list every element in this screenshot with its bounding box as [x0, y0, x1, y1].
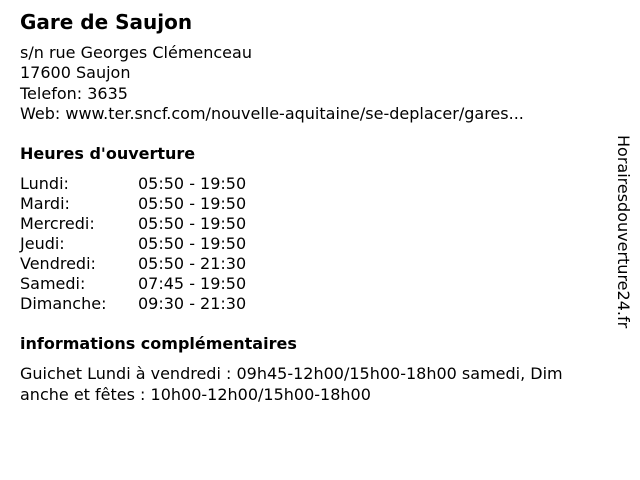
info-heading: informations complémentaires — [20, 334, 297, 353]
time-range: 05:50 - 19:50 — [138, 194, 247, 213]
additional-info — [20, 364, 620, 405]
day-label: Mercredi: — [20, 214, 95, 233]
day-label: Lundi: — [20, 174, 69, 193]
website-link[interactable]: Web: www.ter.sncf.com/nouvelle-aquitaine/se-deplacer/gares... — [20, 103, 524, 123]
hours-row-samedi — [20, 274, 300, 294]
time-range: 05:50 - 21:30 — [138, 254, 247, 273]
phone-number: Telefon: 3635 — [20, 83, 128, 103]
time-range: 07:45 - 19:50 — [138, 274, 247, 293]
address-block — [20, 43, 524, 124]
day-label: Mardi: — [20, 194, 70, 213]
time-range: 05:50 - 19:50 — [138, 214, 247, 233]
info-line: Guichet Lundi à vendredi : 09h45-12h00/15h00-18h00 samedi, Dim — [20, 364, 563, 383]
hours-row-mercredi — [20, 214, 300, 234]
day-label: Vendredi: — [20, 254, 96, 273]
opening-hours-list — [20, 174, 300, 314]
city-address: 17600 Saujon — [20, 63, 131, 83]
info-line: anche et fêtes : 10h00-12h00/15h00-18h00 — [20, 384, 371, 404]
time-range: 09:30 - 21:30 — [138, 294, 247, 313]
hours-row-vendredi — [20, 254, 300, 274]
hours-row-mardi — [20, 194, 300, 214]
day-label: Samedi: — [20, 274, 86, 293]
day-label: Jeudi: — [20, 234, 65, 253]
hours-row-jeudi — [20, 234, 300, 254]
time-range: 05:50 - 19:50 — [138, 234, 247, 253]
street-address: s/n rue Georges Clémenceau — [20, 43, 252, 62]
hours-heading: Heures d'ouverture — [20, 144, 196, 163]
time-range: 05:50 - 19:50 — [138, 174, 247, 193]
hours-row-dimanche — [20, 294, 300, 314]
hours-row-lundi — [20, 174, 300, 194]
site-watermark: Horairesdouverture24.fr — [614, 135, 633, 329]
day-label: Dimanche: — [20, 294, 107, 313]
page-title: Gare de Saujon — [20, 10, 193, 34]
